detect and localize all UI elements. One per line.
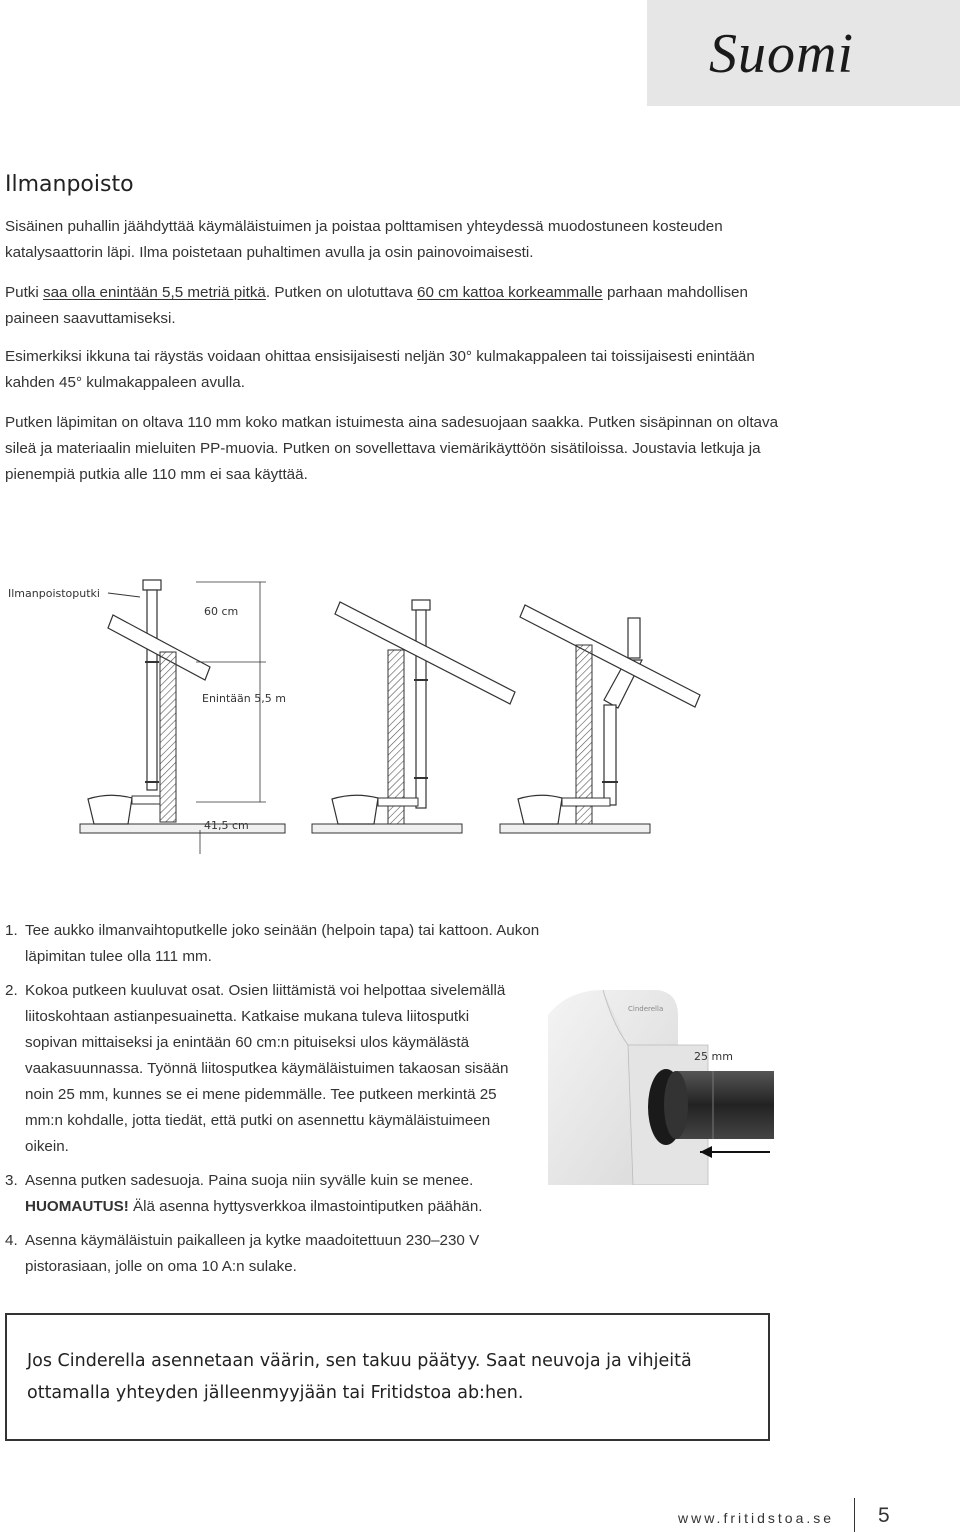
step-item xyxy=(5,978,550,1160)
pipe-label: Ilmanpoistoputki xyxy=(8,587,100,600)
installation-steps xyxy=(5,918,550,1288)
diagram-wall-exit xyxy=(8,580,286,854)
p2-text-a: Putki xyxy=(5,284,43,301)
p2-max-length-highlight: saa olla enintään 5,5 metriä pitkä xyxy=(42,284,266,301)
paragraph-angles: Esimerkiksi ikkuna tai räystäs voidaan ohittaa ensisijaisesti neljän 30° kulmakappaleen tai toissijaisesti enintään kahden 45° kulmakappaleen avulla. xyxy=(5,348,755,391)
footer-website[interactable]: www.fritidstoa.se xyxy=(678,1510,835,1526)
language-header-box xyxy=(647,0,960,106)
step-number: 3. xyxy=(5,1172,18,1189)
section-title: Ilmanpoisto xyxy=(5,172,134,197)
pipe-insertion-photo xyxy=(548,985,774,1185)
step-text: Kokoa putkeen kuuluvat osat. Osien liittämistä voi helpottaa sivelemällä liitoskohtaan astianpesuainetta. Katkaise mukana tuleva liitosputki sopivan mittaiseksi ja enintään 60 cm:n pituiseksi ulos käymälästä vaakasuunnassa. Työnnä liitosputkea käymäläistuimen takaosan sisään noin 25 mm, kunnes se ei mene pidemmälle. Tee putkeen merkintä 25 mm:n kohdalle, jotta tiedät, että putki on asennettu käymäläistuimeen oikein. xyxy=(25,982,509,1155)
warranty-warning-box xyxy=(5,1313,770,1441)
diagram-roof-exit xyxy=(312,600,515,833)
paragraph-pipe-length xyxy=(5,280,795,332)
step-text-a: Asenna putken sadesuoja. Paina suoja niin syvälle kuin se menee. xyxy=(25,1172,474,1189)
diagram-angled-exit xyxy=(500,605,700,833)
installation-diagram xyxy=(0,570,900,870)
step-item xyxy=(5,918,550,970)
dimension-60cm: 60 cm xyxy=(204,605,239,618)
photo-brand-text: Cinderella xyxy=(628,1005,664,1013)
step-number: 1. xyxy=(5,922,18,939)
paragraph-diameter: Putken läpimitan on oltava 110 mm koko matkan istuimesta aina sadesuojaan saakka. Putken sisäpinnan on oltava sileä ja materiaalin mieluiten PP-muovia. Putken on sovellettava viemärikäyttöön sisätiloissa. Joustavia letkuja ja pienempiä putkia alle 110 mm ei saa käyttää. xyxy=(5,414,779,483)
step-number: 4. xyxy=(5,1232,18,1249)
step-text: Asenna käymäläistuin paikalleen ja kytke maadoitettuun 230–230 V pistorasiaan, jolle on oma 10 A:n sulake. xyxy=(25,1232,480,1275)
warranty-warning-text: Jos Cinderella asennetaan väärin, sen takuu päätyy. Saat neuvoja ja vihjeitä ottamalla yhteyden jälleenmyyjään tai Fritidstoa ab:hen. xyxy=(27,1351,692,1403)
photo-25mm-label: 25 mm xyxy=(694,1050,733,1063)
p2-roof-height-highlight: 60 cm kattoa korkeammalle xyxy=(417,284,603,301)
dimension-41cm: 41,5 cm xyxy=(204,819,249,832)
p2-text-e: parhaan mahdollisen paineen saavuttamiseksi. xyxy=(5,284,748,327)
paragraph-intro: Sisäinen puhallin jäähdyttää käymäläistuimen ja poistaa polttamisen yhteydessä muodostuneen kosteuden katalysaattorin läpi. Ilma poistetaan puhaltimen avulla ja osin painovoimaisesti. xyxy=(5,218,723,261)
step-text xyxy=(25,1168,550,1220)
dimension-max-length: Enintään 5,5 m xyxy=(202,692,286,705)
step-text-b: Älä asenna hyttysverkkoa ilmastointiputken päähän. xyxy=(128,1198,483,1215)
p2-text-c: . Putken on ulotuttava xyxy=(265,284,418,301)
step-item xyxy=(5,1228,550,1280)
language-title: Suomi xyxy=(709,23,854,85)
note-label: HUOMAUTUS! xyxy=(25,1198,129,1215)
step-item xyxy=(5,1168,550,1220)
step-text: Tee aukko ilmanvaihtoputkelle joko seinään (helpoin tapa) tai kattoon. Aukon läpimitan tulee olla 111 mm. xyxy=(25,922,540,965)
step-number: 2. xyxy=(5,982,18,999)
page-number: 5 xyxy=(878,1504,890,1527)
footer-divider xyxy=(854,1498,855,1532)
